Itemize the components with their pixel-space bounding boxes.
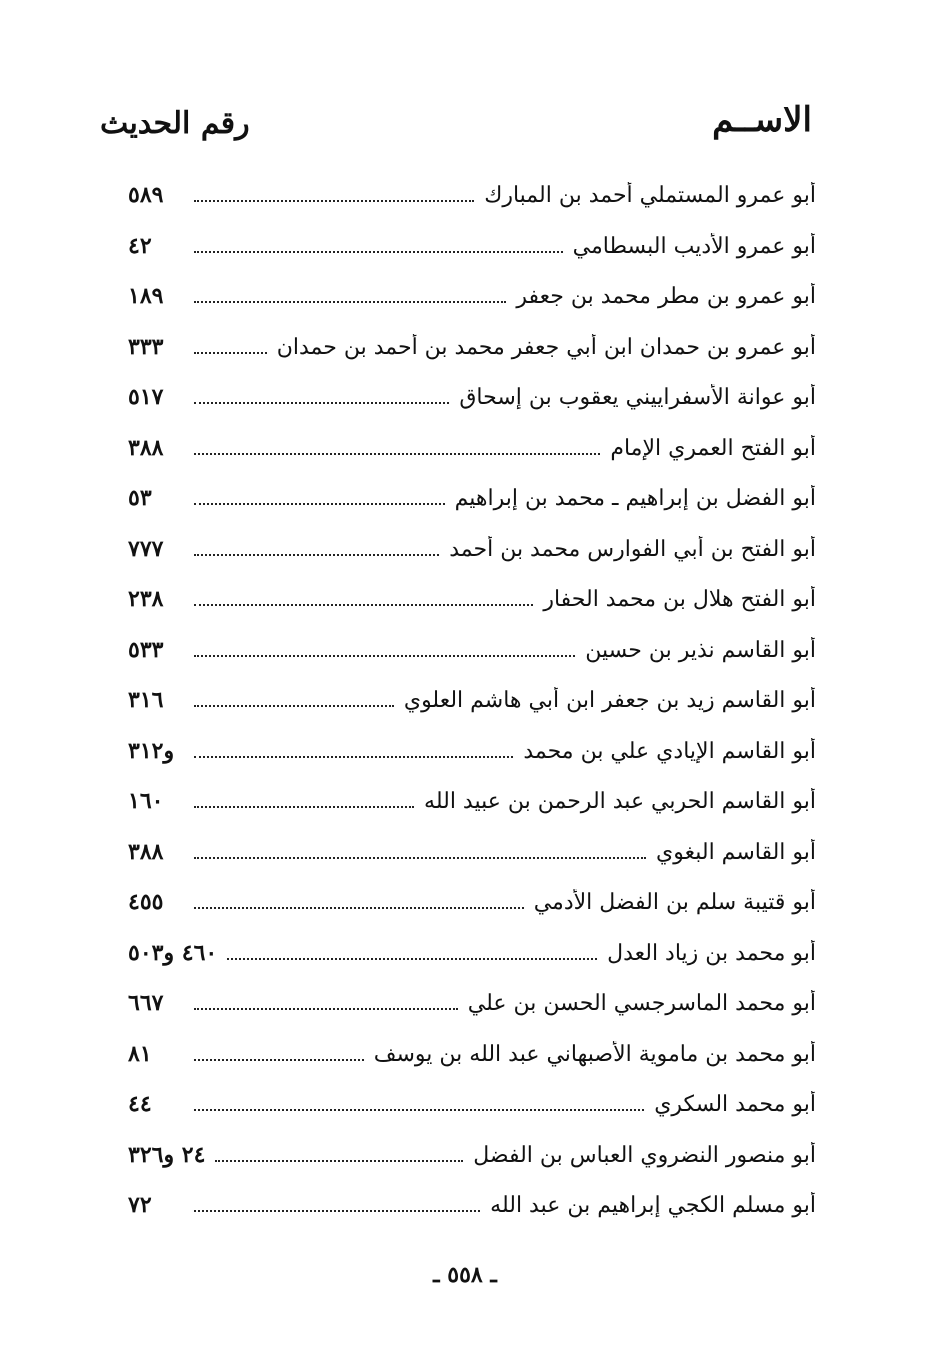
entry-hadith-number: ٣١٦ [128, 687, 164, 713]
index-entry [128, 384, 816, 435]
entry-hadith-number: ٤٢ [128, 232, 152, 259]
index-entry [128, 283, 816, 334]
entry-name: أبو عمرو الأديب البسطامي [572, 233, 816, 259]
entry-name: أبو محمد السكري [654, 1092, 816, 1117]
entry-hadith-number: ٥١٧ [128, 384, 164, 410]
page-number: ـ ٥٥٨ ـ [433, 1262, 497, 1288]
entry-name: أبو مسلم الكجي إبراهيم بن عبد الله [490, 1193, 816, 1218]
dot-leader [194, 439, 600, 455]
index-entry [128, 889, 816, 940]
dot-leader [194, 590, 533, 606]
entry-hadith-number: ٧٢ [128, 1192, 152, 1218]
entry-name: أبو عمرو المستملي أحمد بن المبارك [484, 183, 816, 208]
entry-hadith-number: ٢٤ و٣٢٦ [128, 1141, 206, 1168]
index-entry [128, 1192, 816, 1243]
entry-hadith-number: ١٦٠ [128, 788, 164, 814]
dot-leader [194, 388, 449, 404]
entry-hadith-number: ٨١ [128, 1040, 152, 1067]
entry-name: أبو القاسم زيد بن جعفر ابن أبي هاشم العلوي [403, 688, 816, 713]
index-entry [128, 334, 816, 385]
index-entry [128, 839, 816, 890]
index-entry [128, 586, 816, 637]
entry-hadith-number: ٣٣٣ [128, 333, 164, 360]
entry-name: أبو الفتح العمري الإمام [610, 435, 816, 461]
entry-name: أبو القاسم نذير بن حسين [585, 637, 816, 663]
entry-name: أبو محمد بن ماموية الأصبهاني عبد الله بن يوسف [373, 1041, 816, 1067]
entry-name: أبو الفضل بن إبراهيم ـ محمد بن إبراهيم [454, 486, 816, 511]
dot-leader [194, 742, 513, 758]
dot-leader [194, 186, 474, 202]
dot-leader [194, 641, 575, 657]
index-entry [128, 435, 816, 486]
entry-name: أبو القاسم البغوي [656, 839, 816, 865]
dot-leader [194, 237, 563, 253]
dot-leader [194, 1045, 364, 1061]
entry-hadith-number: و٣١٢ [128, 737, 175, 764]
index-entry [128, 182, 816, 233]
dot-leader [227, 944, 597, 960]
dot-leader [194, 843, 646, 859]
entry-hadith-number: ٤٦٠ و٥٠٣ [128, 939, 218, 966]
entry-name: أبو قتيبة سلم بن الفضل الأدمي [533, 890, 816, 915]
dot-leader [194, 338, 267, 354]
hadith-number-column-heading: رقم الحديث [100, 106, 250, 141]
entry-name: أبو عمرو بن مطر محمد بن جعفر [516, 284, 816, 309]
entry-hadith-number: ٥٣٣ [128, 636, 164, 663]
entry-hadith-number: ٣٨٨ [128, 434, 164, 461]
entry-name: أبو عمرو بن حمدان ابن أبي جعفر محمد بن أحمد بن حمدان [276, 334, 816, 360]
entry-name: أبو القاسم الحربي عبد الرحمن بن عبيد الله [424, 789, 816, 814]
entry-hadith-number: ١٨٩ [128, 283, 164, 309]
dot-leader [194, 1196, 480, 1212]
dot-leader [194, 287, 506, 303]
entry-hadith-number: ٤٤ [128, 1091, 152, 1117]
dot-leader [194, 893, 524, 909]
entry-name: أبو القاسم الإيادي علي بن محمد [523, 738, 816, 764]
index-entry [128, 687, 816, 738]
index-entry [128, 233, 816, 284]
dot-leader [194, 994, 458, 1010]
index-entry-list [128, 182, 816, 1243]
entry-hadith-number: ٦٦٧ [128, 990, 164, 1016]
entry-name: أبو الفتح هلال بن محمد الحفار [543, 587, 816, 612]
index-entry [128, 788, 816, 839]
entry-hadith-number: ٢٣٨ [128, 586, 164, 612]
index-entry [128, 637, 816, 688]
dot-leader [194, 489, 445, 505]
entry-hadith-number: ٥٣ [128, 485, 152, 511]
index-entry [128, 536, 816, 587]
name-column-heading: الاســم [712, 100, 812, 140]
entry-hadith-number: ٤٥٥ [128, 889, 164, 915]
index-entry [128, 1041, 816, 1092]
entry-name: أبو محمد بن زياد العدل [607, 940, 816, 966]
dot-leader [194, 792, 414, 808]
dot-leader [194, 1095, 644, 1111]
index-header [100, 100, 812, 160]
dot-leader [194, 540, 439, 556]
index-entry [128, 1091, 816, 1142]
dot-leader [215, 1146, 463, 1162]
index-entry [128, 990, 816, 1041]
index-entry [128, 940, 816, 991]
dot-leader [194, 691, 394, 707]
index-entry [128, 485, 816, 536]
index-entry [128, 1142, 816, 1193]
entry-name: أبو الفتح بن أبي الفوارس محمد بن أحمد [449, 536, 816, 562]
entry-name: أبو منصور النضروي العباس بن الفضل [473, 1142, 816, 1168]
entry-name: أبو محمد الماسرجسي الحسن بن علي [467, 991, 816, 1016]
entry-name: أبو عوانة الأسفراييني يعقوب بن إسحاق [459, 385, 816, 410]
entry-hadith-number: ٣٨٨ [128, 838, 164, 865]
entry-hadith-number: ٥٨٩ [128, 182, 164, 208]
entry-hadith-number: ٧٧٧ [128, 535, 164, 562]
index-entry [128, 738, 816, 789]
